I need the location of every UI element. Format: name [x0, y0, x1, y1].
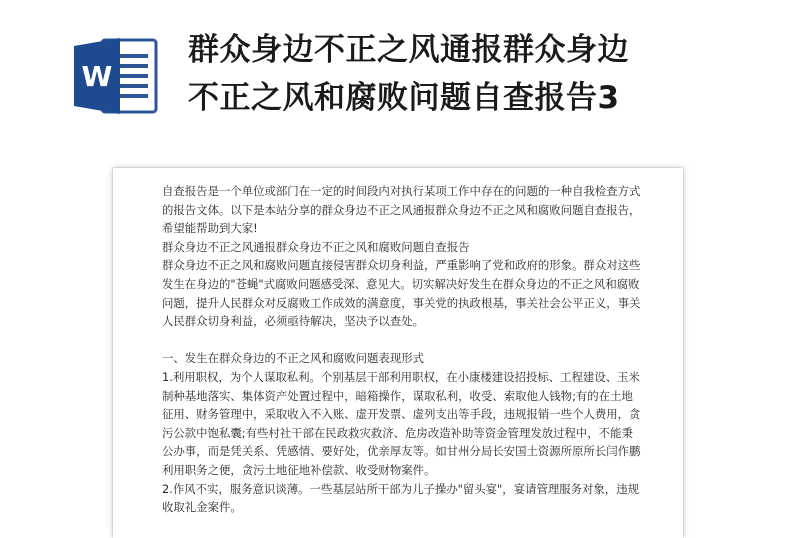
- report-heading: 群众身边不正之风通报群众身边不正之风和腐败问题自查报告: [162, 239, 470, 254]
- header: [0, 0, 800, 150]
- blank-line: [162, 331, 642, 350]
- intro-paragraph: 自查报告是一个单位或部门在一定的时间段内对执行某项工作中存在的问题的一种自我检查方式的报告文体。以下是本站分享的群众身边不正之风通报群众身边不正之风和腐败问题自查报告，希望能帮助到大家!: [162, 184, 641, 236]
- word-icon-letter: W: [81, 60, 113, 93]
- body-paragraph: 群众身边不正之风和腐败问题直接侵害群众切身利益，严重影响了党和政府的形象。群众对这些发生在身边的"苍蝇"式腐败问题感受深、意见大。切实解决好发生在群众身边的不正之风和腐败问题，提升人民群众对反腐败工作成效的满意度，事关党的执政根基，事关社会公平正义，事关人民群众切身利益，必须亟待解决，坚决予以查处。: [162, 258, 641, 329]
- section-heading: 一、发生在群众身边的不正之风和腐败问题表现形式: [162, 351, 424, 366]
- word-icon: [72, 34, 160, 118]
- title-line-2: 不正之风和腐败问题自查报告3: [188, 80, 620, 116]
- point-1-paragraph: 1.利用职权，为个人谋取私利。个别基层干部利用职权，在小康楼建设招投标、工程建设、玉米制种基地落实、集体资产处置过程中，暗箱操作，谋取私利，收受、索取他人钱物;有的在土地征用、财务管理中，采取收入不入账、虚开发票、虚列支出等手段，违规报销一些个人费用，贪污公款中饱私囊;有些村社干部在民政救灾救济、危房改造补助等资金管理发放过程中，不能秉公办事，而是凭关系、凭感情、要好处，优亲厚友等。如甘州分局长安国土资源所原所长闫作鹏利用职务之便，贪污土地征地补偿款、收受财物案件。: [162, 369, 641, 477]
- page-title: [188, 26, 788, 122]
- title-line-1: 群众身边不正之风通报群众身边: [188, 32, 629, 68]
- point-2-paragraph: 2.作风不实，服务意识谈薄。一些基层站所干部为儿子操办"留头宴"，宴请管理服务对象，违规收取礼金案件。: [162, 481, 639, 515]
- document-content: [162, 182, 642, 517]
